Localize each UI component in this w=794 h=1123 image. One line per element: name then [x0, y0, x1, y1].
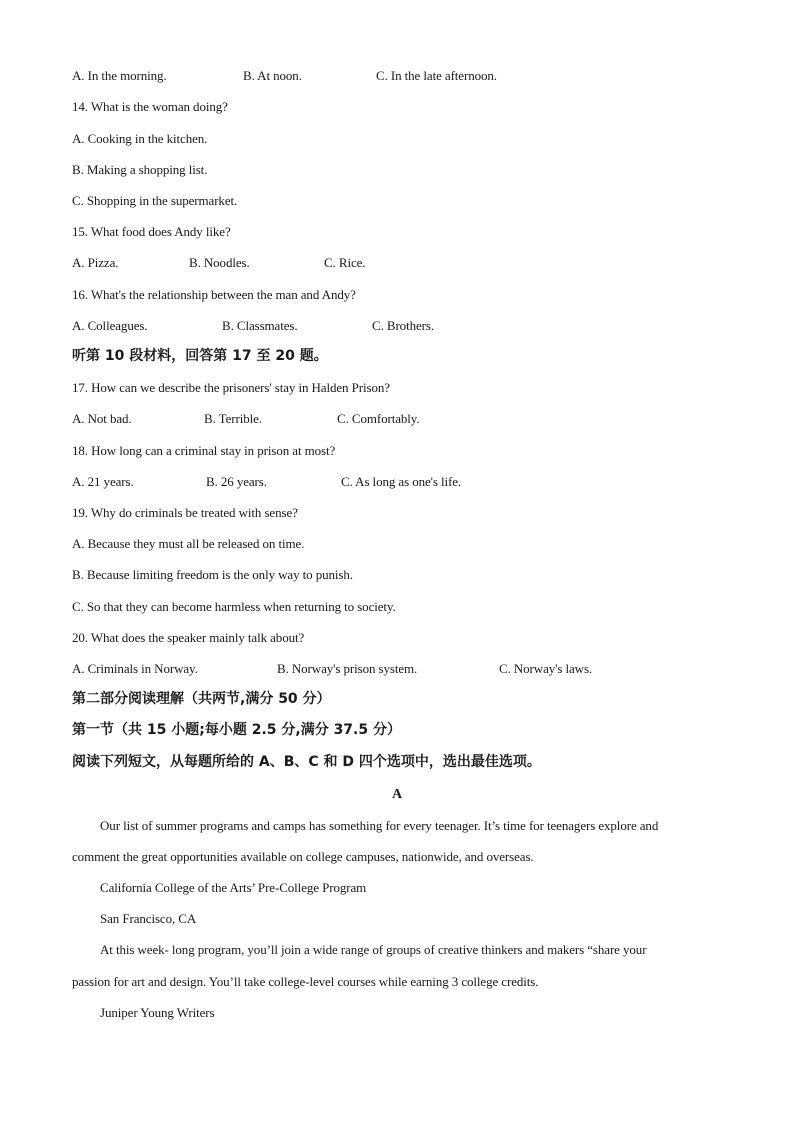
q13-option-b: B. At noon. [243, 68, 302, 83]
q20-option-b: B. Norway's prison system. [277, 661, 418, 676]
part2-heading: 第二部分阅读理解（共两节,满分 50 分） [72, 691, 331, 707]
q15-option-a: A. Pizza. [72, 255, 119, 270]
q17-option-b: B. Terrible. [204, 411, 262, 426]
passage-letter: A [391, 787, 402, 802]
reading-instructions: 阅读下列短文，从每题所给的 A、B、C 和 D 四个选项中，选出最佳选项。 [72, 754, 541, 770]
q14-option-c: C. Shopping in the supermarket. [72, 193, 238, 208]
q18-option-b: B. 26 years. [206, 474, 267, 489]
section10-heading: 听第 10 段材料，回答第 17 至 20 题。 [72, 348, 328, 364]
passage-p2-line2: passion for art and design. You’ll take college-level courses while earning 3 college credits. [72, 974, 539, 989]
q15-option-b: B. Noodles. [189, 255, 250, 270]
q13-option-c: C. In the late afternoon. [376, 68, 497, 83]
program1-location: San Francisco, CA [100, 911, 197, 926]
q19-option-c: C. So that they can become harmless when returning to society. [72, 599, 396, 614]
q16-option-c: C. Brothers. [372, 318, 434, 333]
section1-heading: 第一节（共 15 小题;每小题 2.5 分,满分 37.5 分） [72, 722, 401, 738]
q20-option-c: C. Norway's laws. [499, 661, 593, 676]
passage-p1-line2: comment the great opportunities available on college campuses, nationwide, and overseas. [72, 849, 534, 864]
q16-question: 16. What's the relationship between the man and Andy? [72, 287, 356, 302]
q17-option-c: C. Comfortably. [337, 411, 420, 426]
q18-question: 18. How long can a criminal stay in prison at most? [72, 443, 336, 458]
q16-option-a: A. Colleagues. [72, 318, 148, 333]
passage-p2-line1: At this week- long program, you’ll join a wide range of groups of creative thinkers and makers “share your [100, 942, 647, 957]
q18-option-c: C. As long as one's life. [341, 474, 462, 489]
q14-option-a: A. Cooking in the kitchen. [72, 131, 208, 146]
q19-option-b: B. Because limiting freedom is the only way to punish. [72, 567, 353, 582]
q19-option-a: A. Because they must all be released on time. [72, 536, 305, 551]
q17-option-a: A. Not bad. [72, 411, 132, 426]
q15-question: 15. What food does Andy like? [72, 224, 231, 239]
q16-option-b: B. Classmates. [222, 318, 298, 333]
q14-option-b: B. Making a shopping list. [72, 162, 208, 177]
program1-name: California College of the Arts’ Pre-College Program [100, 880, 367, 895]
program2-name: Juniper Young Writers [100, 1005, 215, 1020]
q14-question: 14. What is the woman doing? [72, 99, 228, 114]
q20-option-a: A. Criminals in Norway. [72, 661, 198, 676]
q19-question: 19. Why do criminals be treated with sense? [72, 505, 298, 520]
q18-option-a: A. 21 years. [72, 474, 134, 489]
q17-question: 17. How can we describe the prisoners' stay in Halden Prison? [72, 380, 390, 395]
q13-option-a: A. In the morning. [72, 68, 167, 83]
passage-p1-line1: Our list of summer programs and camps has something for every teenager. It’s time for teenagers explore and [100, 818, 659, 833]
q20-question: 20. What does the speaker mainly talk about? [72, 630, 305, 645]
q15-option-c: C. Rice. [324, 255, 366, 270]
